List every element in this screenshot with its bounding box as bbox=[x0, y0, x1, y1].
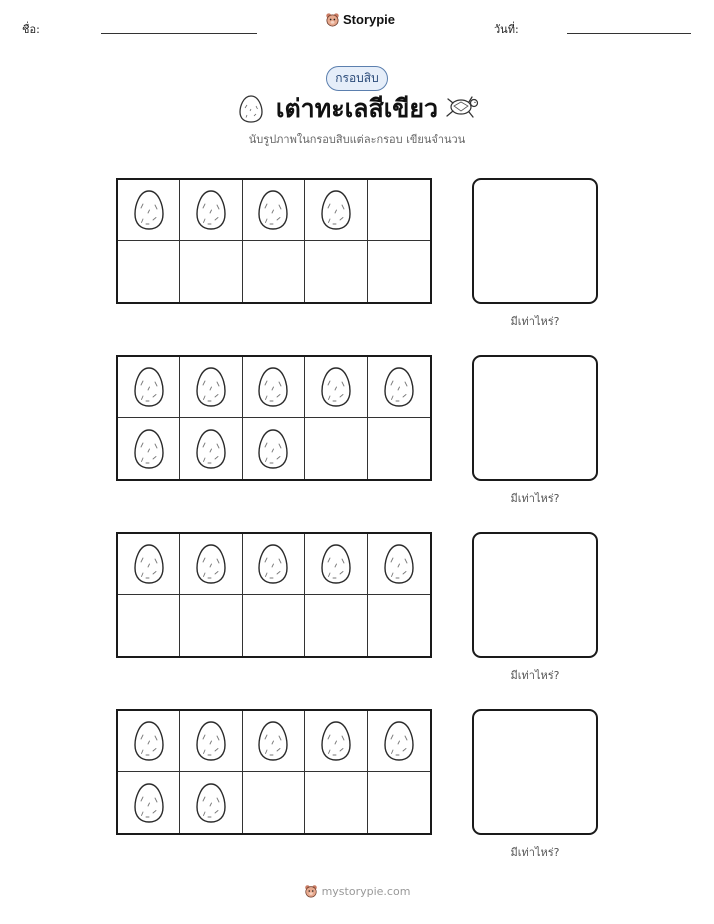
egg-icon bbox=[382, 720, 416, 762]
bear-mascot-icon bbox=[325, 12, 340, 27]
ten-frame-cell bbox=[118, 357, 180, 418]
ten-frame-cell bbox=[243, 357, 305, 418]
ten-frame bbox=[116, 709, 432, 835]
egg-icon bbox=[132, 189, 166, 231]
topic-badge: กรอบสิบ bbox=[326, 66, 388, 91]
egg-icon bbox=[382, 366, 416, 408]
ten-frame bbox=[116, 532, 432, 658]
egg-icon bbox=[194, 782, 228, 824]
ten-frame-cell bbox=[180, 180, 242, 241]
ten-frame-cell bbox=[368, 180, 430, 241]
ten-frame-cell bbox=[118, 241, 180, 302]
egg-icon bbox=[319, 189, 353, 231]
ten-frame-cell bbox=[305, 711, 367, 772]
ten-frame-cell bbox=[305, 595, 367, 656]
ten-frame-cell bbox=[180, 772, 242, 833]
egg-icon bbox=[382, 543, 416, 585]
brand-name: Storypie bbox=[343, 12, 396, 27]
answer-box[interactable] bbox=[472, 532, 598, 658]
ten-frame-cell bbox=[118, 772, 180, 833]
answer-box[interactable] bbox=[472, 355, 598, 481]
ten-frame-cell bbox=[243, 772, 305, 833]
count-prompt: มีเท่าไหร่? bbox=[510, 669, 560, 682]
ten-frame-cell bbox=[243, 180, 305, 241]
ten-frame-cell bbox=[180, 534, 242, 595]
ten-frame-cell bbox=[180, 711, 242, 772]
ten-frame-cell bbox=[305, 418, 367, 479]
ten-frame-cell bbox=[118, 418, 180, 479]
name-label: ชื่อ: bbox=[22, 23, 40, 36]
ten-frame-cell bbox=[368, 357, 430, 418]
ten-frame bbox=[116, 178, 432, 304]
ten-frame-cell bbox=[305, 534, 367, 595]
name-line[interactable] bbox=[101, 33, 257, 34]
egg-icon bbox=[132, 543, 166, 585]
count-prompt: มีเท่าไหร่? bbox=[510, 315, 560, 328]
egg-icon bbox=[256, 543, 290, 585]
egg-icon bbox=[319, 720, 353, 762]
egg-icon bbox=[132, 782, 166, 824]
ten-frame-cell bbox=[118, 534, 180, 595]
egg-icon bbox=[132, 428, 166, 470]
ten-frame-cell bbox=[305, 180, 367, 241]
worksheet-title: เต่าทะเลสีเขียว bbox=[275, 94, 439, 123]
egg-icon bbox=[194, 543, 228, 585]
egg-icon bbox=[194, 366, 228, 408]
egg-icon bbox=[319, 366, 353, 408]
instructions: นับรูปภาพในกรอบสิบแต่ละกรอบ เขียนจำนวน bbox=[248, 133, 466, 146]
answer-box[interactable] bbox=[472, 709, 598, 835]
egg-icon bbox=[132, 366, 166, 408]
ten-frame-cell bbox=[368, 534, 430, 595]
ten-frame-cell bbox=[180, 595, 242, 656]
ten-frame-cell bbox=[243, 418, 305, 479]
ten-frame-cell bbox=[243, 241, 305, 302]
ten-frame-cell bbox=[118, 595, 180, 656]
egg-icon bbox=[132, 720, 166, 762]
count-prompt: มีเท่าไหร่? bbox=[510, 492, 560, 505]
ten-frame bbox=[116, 355, 432, 481]
ten-frame-cell bbox=[180, 241, 242, 302]
answer-box[interactable] bbox=[472, 178, 598, 304]
ten-frame-cell bbox=[368, 595, 430, 656]
egg-icon bbox=[194, 428, 228, 470]
egg-icon bbox=[256, 189, 290, 231]
egg-icon bbox=[194, 189, 228, 231]
ten-frame-cell bbox=[243, 534, 305, 595]
bear-mascot-icon bbox=[304, 884, 318, 898]
ten-frame-cell bbox=[305, 357, 367, 418]
date-label: วันที่: bbox=[494, 23, 519, 36]
ten-frame-cell bbox=[243, 711, 305, 772]
footer bbox=[0, 884, 714, 898]
egg-icon bbox=[256, 366, 290, 408]
ten-frame-cell bbox=[243, 595, 305, 656]
ten-frame-cell bbox=[305, 241, 367, 302]
egg-icon bbox=[256, 720, 290, 762]
ten-frame-cell bbox=[180, 418, 242, 479]
ten-frame-cell bbox=[118, 711, 180, 772]
date-line[interactable] bbox=[567, 33, 691, 34]
ten-frame-cell bbox=[368, 241, 430, 302]
egg-icon bbox=[319, 543, 353, 585]
ten-frame-cell bbox=[180, 357, 242, 418]
count-prompt: มีเท่าไหร่? bbox=[510, 846, 560, 859]
egg-icon bbox=[194, 720, 228, 762]
footer-url[interactable]: mystorypie.com bbox=[321, 884, 411, 898]
egg-icon bbox=[256, 428, 290, 470]
turtle-icon bbox=[444, 94, 480, 120]
ten-frame-cell bbox=[368, 772, 430, 833]
ten-frame-cell bbox=[368, 711, 430, 772]
ten-frame-cell bbox=[368, 418, 430, 479]
brand-logo bbox=[325, 12, 395, 27]
ten-frame-cell bbox=[118, 180, 180, 241]
ten-frame-cell bbox=[305, 772, 367, 833]
